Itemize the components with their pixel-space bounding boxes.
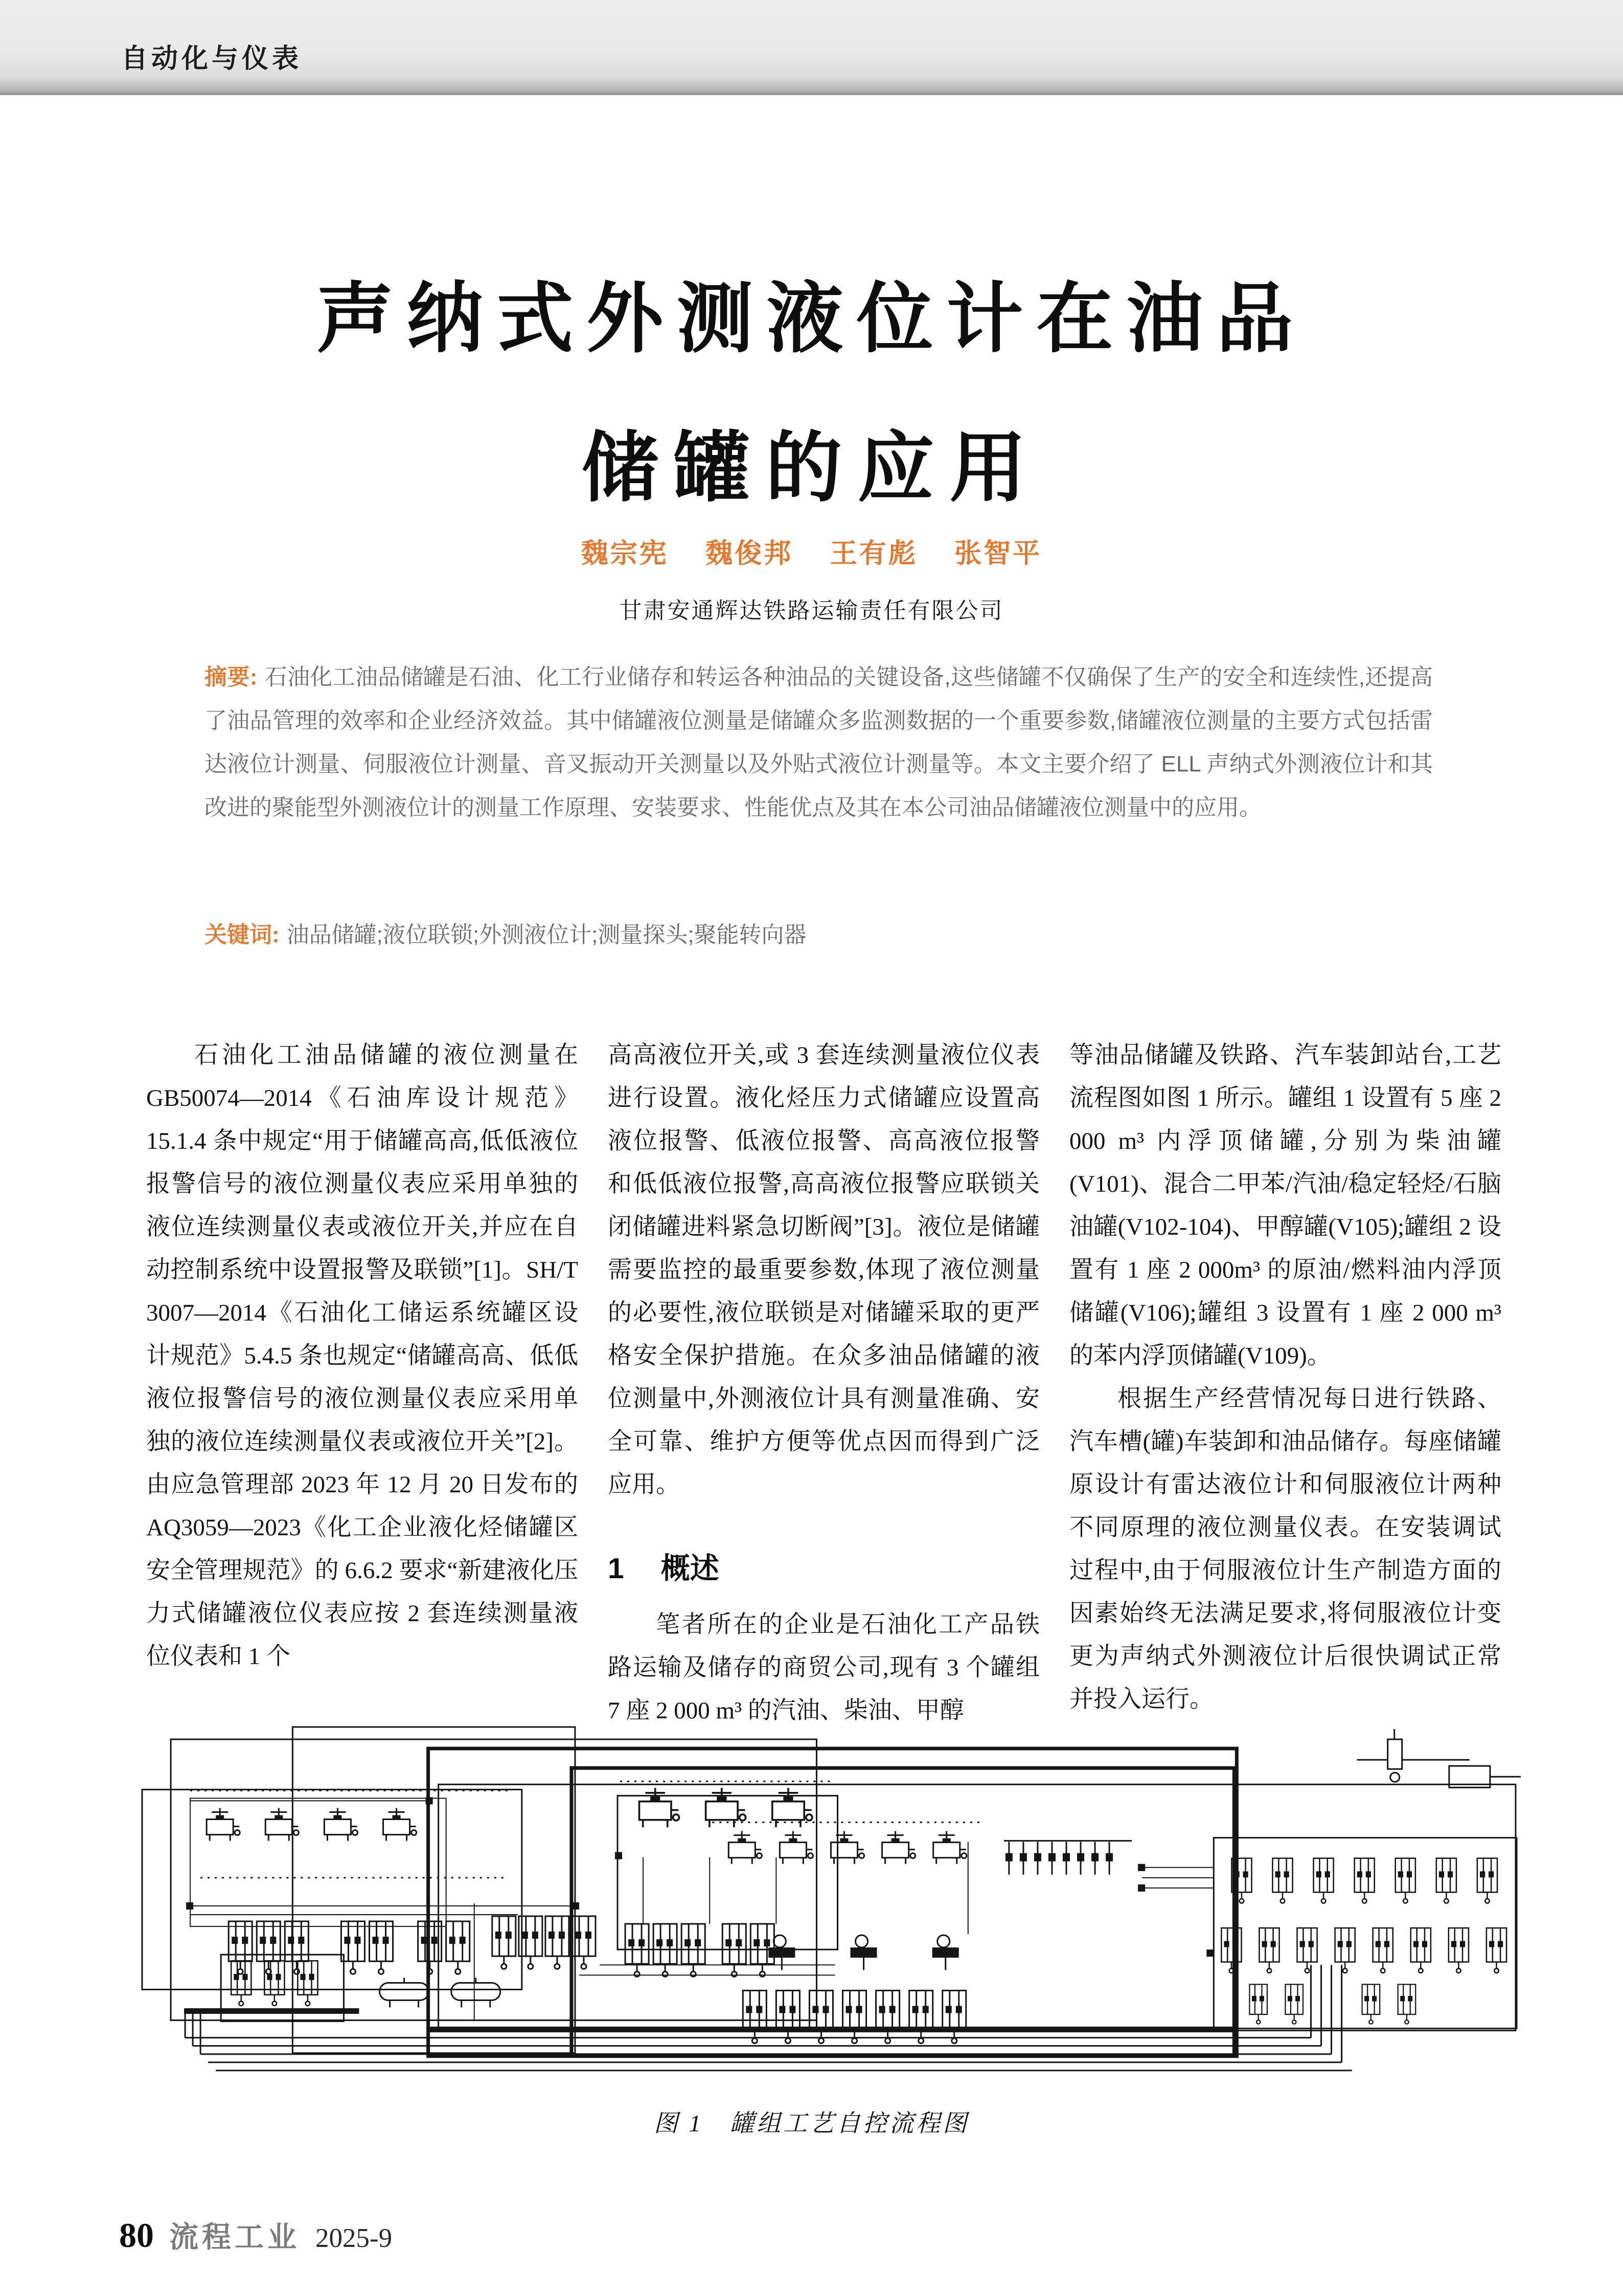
figure1-diagram xyxy=(139,1724,1528,2083)
paragraph-continuation: 高高液位开关,或 3 套连续测量液位仪表进行设置。液化烃压力式储罐应设置高液位报警、低液位报警、高高液位报警和低低液位报警,高高液位报警应联锁关闭储罐进料紧急切断阀”[3]。液位是储罐需要监控的最重要参数,体现了液位测量的必要性,液位联锁是对储罐采取的更严格安全保护措施。在众多油品储罐的液位测量中,外测液位计具有测量准确、安全可靠、维护方便等优点因而得到广泛应用。 xyxy=(608,1042,1040,1498)
keywords-label: 关键词: xyxy=(204,922,280,947)
journal-section-title: 自动化与仪表 xyxy=(121,44,303,74)
paragraph: 根据生产经营情况每日进行铁路、汽车槽(罐)车装卸和油品储存。每座储罐原设计有雷达液位计和伺服液位计两种不同原理的液位测量仪表。在安装调试过程中,由于伺服液位计生产制造方面的因素始终无法满足要求,将伺服液位计变更为声纳式外测液位计后很快调试正常并投入运行。 xyxy=(1069,1385,1501,1713)
author-name: 魏俊邦 xyxy=(705,538,793,569)
abstract-label: 摘要: xyxy=(204,665,258,690)
article-title-line2: 储罐的应用 xyxy=(581,425,1042,511)
section-title: 概述 xyxy=(660,1552,719,1585)
page-footer xyxy=(119,2214,392,2256)
article-title-line1: 声纳式外测液位计在油品 xyxy=(316,276,1307,361)
section-number: 1 xyxy=(608,1552,624,1585)
page-number: 80 xyxy=(119,2216,154,2255)
keywords-text: 油品储罐;液位联锁;外测液位计;测量探头;聚能转向器 xyxy=(286,922,807,947)
author-name: 魏宗宪 xyxy=(581,538,669,569)
author-list xyxy=(0,532,1623,571)
body-column-1 xyxy=(146,1034,578,1732)
abstract-block xyxy=(204,655,1433,829)
abstract-text: 石油化工油品储罐是石油、化工行业储存和转运各种油品的关键设备,这些储罐不仅确保了生产的安全和连续性,还提高了油品管理的效率和企业经济效益。其中储罐液位测量是储罐众多监测数据的一个重要参数,储罐液位测量的主要方式包括雷达液位计测量、伺服液位计测量、音叉振动开关测量以及外贴式液位计测量等。本文主要介绍了 ELL 声纳式外测液位计和其改进的聚能型外测液位计的测量工作原理、安装要求、性能优点及其在本公司油品储罐液位测量中的应用。 xyxy=(204,665,1433,820)
paragraph: 石油化工油品储罐的液位测量在 GB50074—2014《石油库设计规范》15.1.4 条中规定“用于储罐高高,低低液位报警信号的液位测量仪表应采用单独的液位连续测量仪表或液位开关,并应在自动控制系统中设置报警及联锁”[1]。SH/T 3007—2014《石油化工储运系统罐区设计规范》5.4.5 条也规定“储罐高高、低低液位报警信号的液位测量仪表应采用单独的液位连续测量仪表或液位开关”[2]。由应急管理部 2023 年 12 月 20 日发布的 AQ3059—2023《化工企业液化烃储罐区安全管理规范》的 6.6.2 要求“新建液化压力式储罐液位仪表应按 2 套连续测量液位仪表和 1 个 xyxy=(146,1042,578,1670)
author-name: 王有彪 xyxy=(830,538,918,569)
body-columns xyxy=(146,1034,1501,1732)
figure1-caption: 图 1 罐组工艺自控流程图 xyxy=(653,2110,970,2137)
journal-name: 流程工业 xyxy=(169,2221,300,2254)
author-name: 张智平 xyxy=(954,538,1042,569)
body-column-2 xyxy=(608,1034,1040,1732)
figure1 xyxy=(139,1724,1528,2083)
keywords-block xyxy=(204,913,1433,957)
paragraph-continuation: 等油品储罐及铁路、汽车装卸站台,工艺流程图如图 1 所示。罐组 1 设置有 5 座 2 000 m³ 内浮顶储罐,分别为柴油罐(V101)、混合二甲苯/汽油/稳定轻烃/石脑油罐(V102-104)、甲醇罐(V105);罐组 2 设置有 1 座 2 000m³ 的原油/燃料油内浮顶储罐(V106);罐组 3 设置有 1 座 2 000 m³ 的苯内浮顶储罐(V109)。 xyxy=(1069,1042,1501,1369)
affiliation: 甘肃安通辉达铁路运输责任有限公司 xyxy=(619,598,1004,623)
article-title xyxy=(0,276,1623,511)
body-column-3 xyxy=(1069,1034,1501,1732)
paragraph: 笔者所在的企业是石油化工产品铁路运输及储存的商贸公司,现有 3 个罐组 7 座 2 000 m³ 的汽油、柴油、甲醇 xyxy=(608,1611,1040,1724)
section-heading xyxy=(608,1551,1040,1586)
page-header-banner xyxy=(0,0,1623,95)
issue-number: 2025-9 xyxy=(315,2223,393,2253)
